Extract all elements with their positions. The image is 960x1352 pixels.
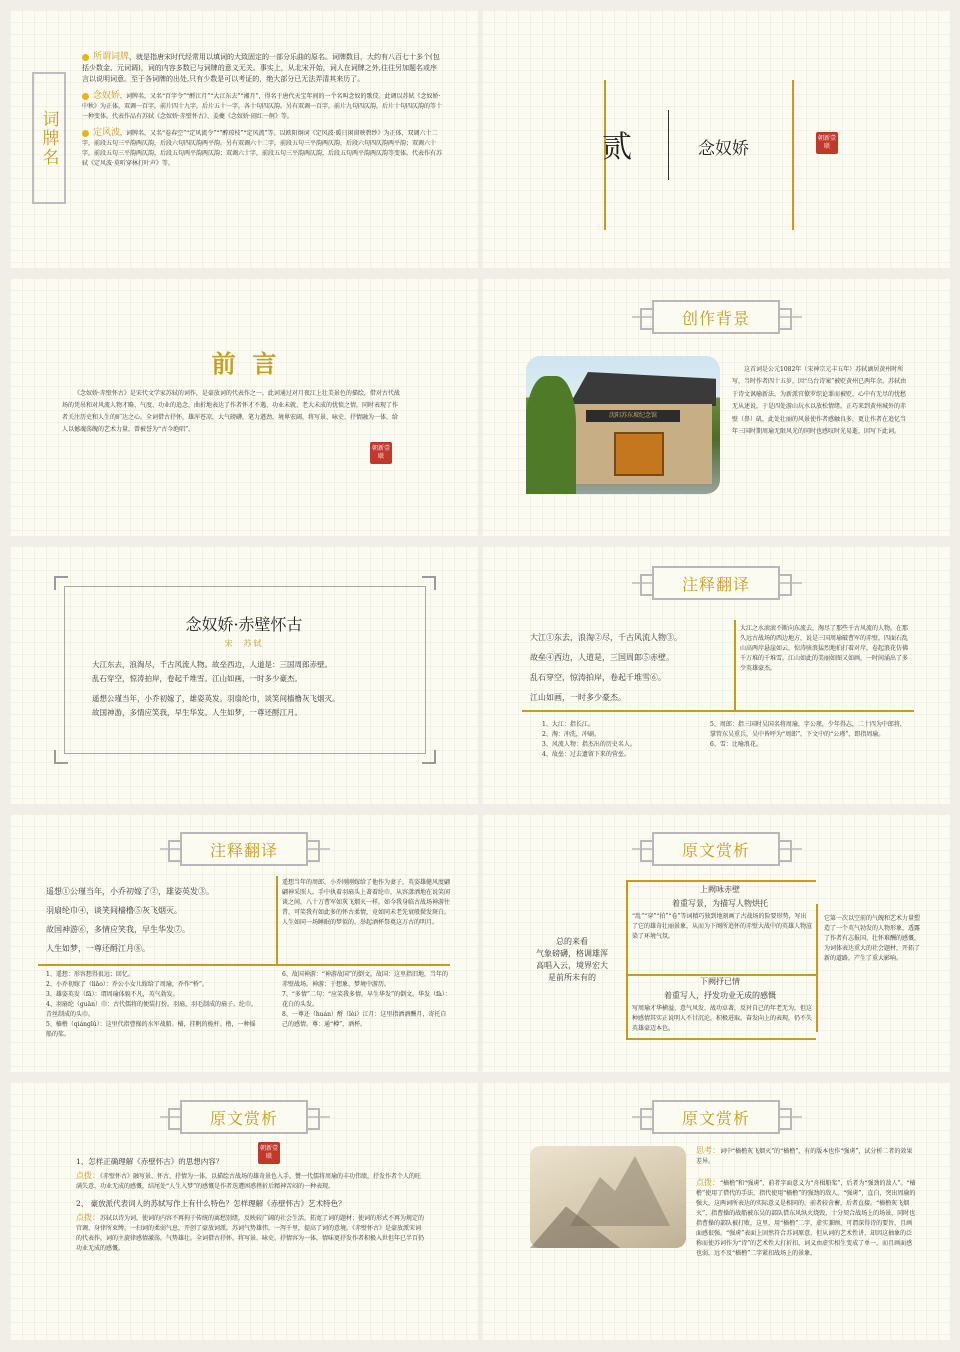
divider-line bbox=[522, 710, 914, 712]
bracket-line bbox=[816, 904, 818, 1032]
slide-appreciation-3 bbox=[482, 1082, 950, 1340]
verse-line: 江山如画，一时多少豪杰。 bbox=[530, 693, 626, 702]
slide-notes-1 bbox=[482, 546, 950, 804]
p2-body: ，词牌名，又名“百字令”“酹江月”“大江东去”“湘月”，得名于唐代天宝年间的一个名叫念奴的歌伎。此调以苏轼《念奴娇·中秋》为正体，双调一百字，前片四十九字，后片五十一字，各十句四仄韵。另有双调一百字，前片九句四仄韵，后片十句四仄韵的等十一种变体。代表作品有苏轼《念奴娇·赤壁怀古》、姜夔《念奴娇·闹红一舸》等。 bbox=[82, 93, 443, 120]
verse-block bbox=[46, 882, 278, 958]
notes-left bbox=[46, 970, 260, 1040]
note-item: 1、遥想：形容想得很远；回忆。 bbox=[46, 971, 134, 978]
background-body: 这首词是公元1082年（宋神宗元丰五年）苏轼谪居黄州时所写，当时作者四十五岁，因“乌台诗案”被贬黄州已两年余。苏轼由于诗文讽喻新法，为新派官僚罗织论罪而被贬，心中有无尽的忧愁无从述说，于是四处游山玩水以放松情绪。正巧来到黄州城外的赤壁（鼻）矶，此处壮丽的风景使作者感触良多，更让作者在追忆当年三国时期周瑜无限风光的同时也感叹时光易逝，因写下此词。 bbox=[732, 366, 907, 436]
divider-line bbox=[38, 964, 450, 966]
title-banner: 原文赏析 bbox=[180, 1100, 308, 1134]
poem-author: 宋 苏轼 bbox=[224, 639, 264, 648]
top-sub: 着重写景，为描写人物烘托 bbox=[672, 899, 768, 908]
p3-head: 定风波 bbox=[93, 128, 121, 138]
plaque: 沈阳苏东坡纪念馆 bbox=[586, 410, 680, 422]
note-item: 6、故国神游：“神游故国”的倒文。故国：这里指旧地，当年的赤壁战场。神游：于想象、梦境中游历。 bbox=[282, 971, 448, 988]
bottom-head: 下阙抒已情 bbox=[700, 977, 740, 986]
verse-line: 乱石穿空，惊涛拍岸，卷起千堆雪⑥。 bbox=[530, 673, 666, 682]
title-banner: 原文赏析 bbox=[652, 832, 780, 866]
bullet-icon bbox=[82, 54, 89, 61]
seal-stamp: 朝新壹联 bbox=[258, 1142, 280, 1164]
poem-title: 念奴娇·赤壁怀古 bbox=[185, 615, 303, 634]
verse-line: 故垒④西边，人道是，三国周郎⑤赤壁。 bbox=[530, 653, 674, 662]
side-title: 词牌名 bbox=[38, 109, 59, 167]
top-head: 上阙咏赤壁 bbox=[700, 885, 740, 894]
verse-line: 羽扇纶巾④，谈笑间樯橹⑤灰飞烟灭。 bbox=[46, 906, 182, 915]
right-body: 它第一次以空前的气魄和艺术力量塑造了一个英气勃发的人物形象，透露了作者有志报国、壮怀难酬的感慨，为词体表达重大的社会题材，开拓了新的道路，产生了重大影响。 bbox=[824, 915, 921, 962]
poem-line: 大江东去，浪淘尽，千古风流人物。故垒西边，人道是：三国周郎赤壁。 bbox=[92, 660, 332, 669]
slide-appreciation-1 bbox=[482, 814, 950, 1072]
slide-background bbox=[482, 278, 950, 536]
divider-line bbox=[792, 80, 794, 230]
poem-line: 故国神游，多情应笑我，早生华发。人生如梦，一尊还酹江月。 bbox=[92, 708, 302, 717]
title-banner: 注释翻译 bbox=[652, 566, 780, 600]
cipai-text bbox=[82, 52, 442, 169]
slide-appreciation-2 bbox=[10, 1082, 478, 1340]
note-item: 3、雄姿英发（fā）：谓周瑜体貌不凡，英气勃发。 bbox=[46, 991, 179, 998]
slide-notes-2 bbox=[10, 814, 478, 1072]
hint-head: 点拨： bbox=[76, 1213, 100, 1222]
translation: 遥想当年的周郎，小乔刚刚嫁给了他作为妻子，英姿雄健风度翩翩神采照人。手中执着羽扇头上著着纶巾，从容潇洒地在说笑闲谈之间，八十万曹军如灰飞烟灭一样。如今我身临古战场神游往昔，可笑我有如此多的怀古柔情，竟如同未老先衰般鬓发斑白。人生如同一场睡眠的梦似的，举起酒杯祭奠这万古的明月。 bbox=[282, 879, 451, 926]
section-number: 贰 bbox=[602, 130, 632, 165]
bracket-line bbox=[626, 880, 816, 882]
answer: 苏轼以诗为词，使词的内容不再拘于传统的离愁别绪，反映较广阔的社会生活，拓宽了词的题材；使词的形式不再为规定的宫调、身律所束缚，一扫词的柔弱气息，开创了豪放词派。苏词气势雄伟，一泻千里，提高了词的意境。《赤壁怀古》是豪放派宋词的代表作，词的主旋律感情激荡，气势雄壮。全词借古抒怀，将写景、咏史、抒情容为一体，情味更抒发作者积极入世但年已半百仍功业无成的感慨。 bbox=[76, 1215, 425, 1252]
note-item: 6、雪：比喻浪花。 bbox=[710, 741, 762, 748]
side-title-frame bbox=[32, 72, 66, 204]
poem-line: 遥想公瑾当年，小乔初嫁了，雄姿英发。羽扇纶巾，谈笑间樯橹灰飞烟灭。 bbox=[92, 694, 340, 703]
bracket-line bbox=[626, 1038, 816, 1040]
p1-head: 所谓词牌 bbox=[93, 52, 130, 62]
bracket-line bbox=[626, 880, 628, 1040]
bottom-body: 写周瑜才华横溢、意气风发，战功卓著，反衬自己的年老无为，但这种感情其实正说明人不甘沉沦，积极进取，奋发向上的表现，仍不失英雄豪迈本色。 bbox=[632, 1005, 813, 1032]
note-item: 2、淘：冲洗，冲刷。 bbox=[542, 731, 600, 738]
think-block bbox=[696, 1146, 918, 1167]
think-head: 思考： bbox=[696, 1146, 720, 1155]
bullet-icon bbox=[82, 93, 89, 100]
frame-corner bbox=[422, 576, 436, 590]
note-item: 5、周郎：指三国时吴国名将周瑜，字公瑾，少年得志，二十四为中郎将，掌管东吴重兵，吴中皆呼为“周郎”。下文中的“公瑾”，即指周瑜。 bbox=[710, 721, 906, 738]
notes-right bbox=[282, 970, 452, 1030]
title-banner: 原文赏析 bbox=[652, 1100, 780, 1134]
divider-line bbox=[276, 876, 278, 964]
summary-center: 总的来看 气象磅礴，格调雄浑 高唱入云，境界宏大 是前所未有的 bbox=[536, 937, 608, 982]
slide-preface bbox=[10, 278, 478, 536]
answer: 《赤壁怀古》融写景、怀古、抒情为一体，以描绘古战场的雄奇景色入手，赞一代儒将周瑜的丰功伟绩，抒发作者个人的旺满失意、功业无成的感慨，结尾处“人生入梦”的感慨是作者迭遭困惑挫折后精神苦闷的一种表现。 bbox=[76, 1173, 422, 1190]
slide-section-2 bbox=[482, 10, 950, 268]
poem-lines bbox=[92, 658, 422, 720]
verse-block bbox=[530, 628, 740, 708]
section-title: 念奴娇 bbox=[698, 139, 749, 159]
hint-head: 点拨： bbox=[696, 1178, 720, 1187]
notes-right bbox=[710, 720, 906, 750]
seal-stamp: 朝新壹联 bbox=[816, 132, 838, 154]
tree-left bbox=[526, 376, 576, 494]
bottom-sub: 着重写人，抒发功业无成的感慨 bbox=[664, 991, 776, 1000]
verse-line: 遥想①公瑾当年，小乔初嫁了②，雄姿英发③。 bbox=[46, 887, 214, 896]
note-item: 7、“多情”二句：“应笑我多情，早生华发”的倒文。华发（fà）：花白的头发。 bbox=[282, 991, 451, 1008]
p3-body: ，词牌名，又名“卷春空”“定风流令”“”醉琼枝”“定风流”等。以欧阳炯词《定风波·暖日闲窗映碧纱》为正体，双调六十二字，前段五句三平韵两仄韵，后段六句四仄韵两平韵。另有双调六十二字，前段五句三平韵两仄韵，后段六句四仄韵两平韵；双调六十字，前段五句三平韵两仄韵，后段五句两平韵两仄韵；双调六十字，前段五句三平韵两仄韵，后段五句两平韵两仄韵等变体。代表作有苏轼《定风波·莫听穿林打叶声》等。 bbox=[82, 130, 443, 167]
translation: 大江之水滚滚不断向东流去，淘尽了那些千古风流的人物。在那久远古战场的西边地方，说是三国周瑜破曹军的赤壁。四面石乱山高两岸悬崖如云，惊涛骇浪猛烈地拍打着对岸，卷起浪花仿佛千万堆的千堆雪。江山如此的美丽如图又如画，一时间涌出了多少英雄豪杰。 bbox=[740, 625, 909, 672]
door bbox=[614, 432, 664, 476]
note-item: 8、一尊还（huán）酹（lèi）江月：这里指洒酒酬月，寄托自己的感情。尊：通“樽”，酒杯。 bbox=[282, 1011, 447, 1028]
frame-corner bbox=[54, 750, 68, 764]
note-item: 4、羽扇纶（guān）巾：古代儒将的便装打扮。羽扇，羽毛制成的扇子。纶巾，青丝制成的头巾。 bbox=[46, 1001, 257, 1018]
roof-shape bbox=[556, 372, 716, 406]
bullet-icon bbox=[82, 130, 89, 137]
slide-poem bbox=[10, 546, 478, 804]
frame-corner bbox=[54, 576, 68, 590]
divider-line bbox=[734, 620, 736, 710]
preface-title: 前 言 bbox=[211, 349, 277, 378]
mountain-shape bbox=[570, 1156, 670, 1226]
p2-head: 念奴娇 bbox=[93, 91, 121, 101]
title-banner: 注释翻译 bbox=[180, 832, 308, 866]
hint-body: “樯橹”和“强虏”，前者字面意义为“舟楫船桨”，后者为“强劲的敌人”。“樯橹”使用了借代的手法，指代使用“樯橹”的强劲的敌人。“强虏”，直白，突出周瑜的强大，这两词所表达的实际意义是相同的。前者较含蓄，后者直接。“樯橹灰飞烟灭”，指曹操的战船被东吴的部队借东风纵火烧毁，十分契合战场上的场景，同时也指曹操的部队被打败，这里，用“樯橹”二字，虚实兼顾，可谓深得诗的要旨，且画面感很强。“强虏”表面上固然符合苏词原意，但从词的艺术性讲，却因这抽象的泛称而使苏词作为“诗”的艺术性大打折扣，词义由虚实相生变成了单一，而且画面感也弱，远不及“樯橹”二字紧扣战场上的景象。 bbox=[696, 1180, 916, 1257]
qa-block bbox=[76, 1156, 426, 1254]
memorial-hall-photo bbox=[526, 356, 720, 494]
question: 1、怎样正确理解《赤壁怀古》的思想内容？ bbox=[76, 1157, 224, 1166]
frame-corner bbox=[422, 750, 436, 764]
landscape-painting bbox=[530, 1146, 686, 1248]
divider-line bbox=[668, 110, 669, 180]
title-banner: 创作背景 bbox=[652, 300, 780, 334]
note-item: 3、风流人物：指杰出的历史名人。 bbox=[542, 741, 636, 748]
poem-line: 乱石穿空，惊涛拍岸，卷起千堆雪。江山如画，一时多少豪杰。 bbox=[92, 674, 302, 683]
slide-cipaiming bbox=[10, 10, 478, 268]
note-item: 5、樯橹（qiánglǔ）：这里代指曹操的水军战船。樯，挂帆的桅杆。橹，一种摇船的桨。 bbox=[46, 1021, 256, 1038]
verse-line: 大江①东去，浪淘②尽，千古风流人物③。 bbox=[530, 633, 682, 642]
verse-line: 故国神游⑥，多情应笑我，早生华发⑦。 bbox=[46, 925, 190, 934]
question: 2、 豪放派代表词人的苏轼写作上有什么特色？怎样理解《赤壁怀古》艺术特色？ bbox=[76, 1199, 346, 1208]
verse-line: 人生如梦，一尊还酹江月⑧。 bbox=[46, 944, 150, 953]
p1-body: ，就是指唐宋时代经常用以填词的大致固定的一部分乐曲的原名。词牌数目，大约有八百七十多个(包括少数金、元词调)，词的内容多数已与词牌的意义无关。事实上，从北宋开始，词人在词牌之外,往往另加题名或序言以说明词意。至于各词牌的出处,只有少数是可以考证的，绝大部分已无法弄清其来历了。 bbox=[82, 53, 440, 83]
note-item: 1、大江：指长江。 bbox=[542, 721, 594, 728]
preface-body: 《念奴娇·赤壁怀古》是宋代文学家苏轼的词作，是豪放词的代表作之一。此词通过对月夜江上壮美景色的描绘，借对古代战场的凭吊和对风流人物才略、气度、功业的追念，曲折地表达了作者怀才不遇、功业未就、老大未成的忧愤之情，同时表现了作者关注历史和人生的旷达之心。全词借古抒怀，雄浑苍凉，大气磅礴，笔力遒劲，境界宏阔，将写景、咏史、抒情融为一体，给人以撼魂荡魄的艺术力量，曾被誉为“古今绝唱”。 bbox=[62, 390, 400, 433]
hint-block-top bbox=[696, 1178, 918, 1257]
note-item: 2、小乔初嫁了（liǎo）：乔公小女儿嫁给了周瑜，乔作“桥”。 bbox=[46, 981, 208, 988]
think-body: 词中“樯橹灰飞烟灭”的“樯橹”，有的版本也作“强虏”，试分析二者的效果差异。 bbox=[696, 1148, 913, 1165]
notes-left bbox=[542, 720, 712, 760]
hint-head: 点拨： bbox=[76, 1171, 100, 1180]
note-item: 4、故垒：过去遗留下来的营垒。 bbox=[542, 751, 630, 758]
top-body: “乱”“穿”“拍”“卷”等词精巧独到地刻画了古战场的险要形势，写出了它的雄奇壮丽景象，从而为下阕所追怀的赤壁大战中的英雄人物渲染了环境气氛。 bbox=[632, 913, 813, 940]
seal-stamp: 朝新壹联 bbox=[370, 442, 392, 464]
